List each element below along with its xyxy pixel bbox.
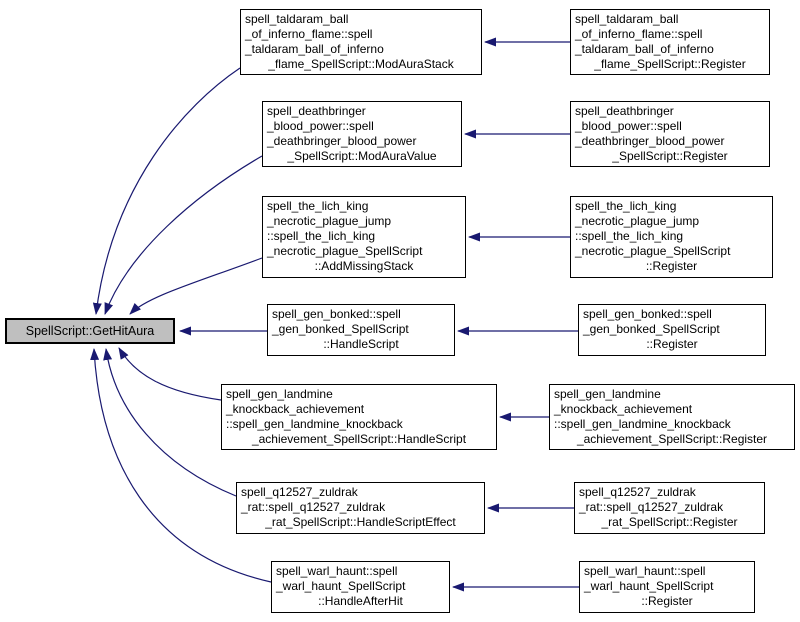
node-label-line: ::Register: [646, 337, 698, 351]
node-label-line: spell_taldaram_ball: [245, 12, 349, 26]
node-label-line: spell_warl_haunt::spell: [276, 564, 398, 578]
node-label-line: _warl_haunt_SpellScript: [584, 579, 714, 593]
node-label-line: _taldaram_ball_of_inferno: [245, 42, 384, 56]
node-warlhaunt-handle-after-hit[interactable]: [271, 561, 450, 613]
node-warlhaunt-register[interactable]: [579, 561, 755, 613]
node-label-line: _flame_SpellScript::Register: [594, 57, 746, 71]
node-label-line: spell_gen_bonked::spell: [583, 307, 712, 321]
node-label-line: spell_the_lich_king: [575, 199, 677, 213]
focus-node-gethitaura[interactable]: [5, 318, 175, 344]
node-label-line: _necrotic_plague_SpellScript: [267, 244, 423, 258]
node-label-line: spell_deathbringer: [575, 104, 674, 118]
node-label-line: _knockback_achievement: [226, 402, 365, 416]
node-label-line: SpellScript::GetHitAura: [25, 323, 155, 338]
node-label-line: _blood_power::spell: [575, 119, 682, 133]
node-label-line: _taldaram_ball_of_inferno: [575, 42, 714, 56]
node-label-line: _gen_bonked_SpellScript: [272, 322, 409, 336]
node-label-line: _rat_SpellScript::HandleScriptEffect: [265, 515, 456, 529]
node-label-line: ::HandleScript: [323, 337, 399, 351]
node-label-line: ::HandleAfterHit: [318, 594, 403, 608]
node-zuldrak-handle-script-effect[interactable]: [236, 482, 485, 534]
node-label-line: _rat::spell_q12527_zuldrak: [241, 500, 386, 514]
node-label-line: spell_warl_haunt::spell: [584, 564, 706, 578]
node-label-line: _necrotic_plague_SpellScript: [575, 244, 731, 258]
node-landmine-register[interactable]: [549, 384, 795, 450]
node-label-line: ::spell_the_lich_king: [267, 229, 376, 243]
node-label-line: spell_deathbringer: [267, 104, 366, 118]
node-label-line: _deathbringer_blood_power: [267, 134, 417, 148]
node-label-line: spell_the_lich_king: [267, 199, 369, 213]
node-label-line: spell_q12527_zuldrak: [579, 485, 696, 499]
node-taldaram-mod-aura-stack[interactable]: [240, 9, 482, 75]
node-bonked-handle-script[interactable]: [267, 304, 455, 356]
edge-landmine-to-focus: [119, 348, 221, 400]
node-label-line: _knockback_achievement: [554, 402, 693, 416]
node-label-line: ::spell_gen_landmine_knockback: [554, 417, 731, 431]
node-label-line: ::spell_the_lich_king: [575, 229, 684, 243]
node-label-line: _of_inferno_flame::spell: [245, 27, 373, 41]
node-label-line: _flame_SpellScript::ModAuraStack: [268, 57, 454, 71]
node-label-line: _gen_bonked_SpellScript: [583, 322, 720, 336]
node-label-line: _rat_SpellScript::Register: [601, 515, 738, 529]
node-label-line: _rat::spell_q12527_zuldrak: [579, 500, 724, 514]
edge-deathbringer-to-focus: [105, 156, 262, 314]
node-label-line: _SpellScript::ModAuraValue: [287, 149, 437, 163]
node-label-line: _achievement_SpellScript::HandleScript: [251, 432, 467, 446]
node-label-line: spell_q12527_zuldrak: [241, 485, 358, 499]
node-landmine-handle-script[interactable]: [221, 384, 497, 450]
node-taldaram-register[interactable]: [570, 9, 770, 75]
node-label-line: _achievement_SpellScript::Register: [576, 432, 768, 446]
node-label-line: ::Register: [645, 259, 698, 273]
node-deathbringer-mod-aura-value[interactable]: [262, 101, 462, 167]
node-bonked-register[interactable]: [578, 304, 766, 356]
node-label-line: _of_inferno_flame::spell: [575, 27, 703, 41]
node-label-line: spell_gen_landmine: [554, 387, 661, 401]
node-label-line: _blood_power::spell: [267, 119, 374, 133]
node-label-line: _SpellScript::Register: [612, 149, 728, 163]
node-deathbringer-register[interactable]: [570, 101, 770, 167]
node-zuldrak-register[interactable]: [574, 482, 765, 534]
node-label-line: _warl_haunt_SpellScript: [276, 579, 406, 593]
edge-lichking-to-focus: [130, 258, 262, 314]
node-lichking-register[interactable]: [570, 196, 773, 278]
node-label-line: _deathbringer_blood_power: [575, 134, 725, 148]
node-label-line: _necrotic_plague_jump: [575, 214, 700, 228]
node-label-line: ::Register: [641, 594, 693, 608]
node-label-line: spell_gen_landmine: [226, 387, 333, 401]
edge-taldaram-to-focus: [96, 68, 240, 314]
node-label-line: ::AddMissingStack: [314, 259, 414, 273]
node-lichking-add-missing-stack[interactable]: [262, 196, 466, 278]
node-label-line: ::spell_gen_landmine_knockback: [226, 417, 403, 431]
node-label-line: spell_gen_bonked::spell: [272, 307, 401, 321]
node-label-line: _necrotic_plague_jump: [267, 214, 392, 228]
node-label-line: spell_taldaram_ball: [575, 12, 679, 26]
